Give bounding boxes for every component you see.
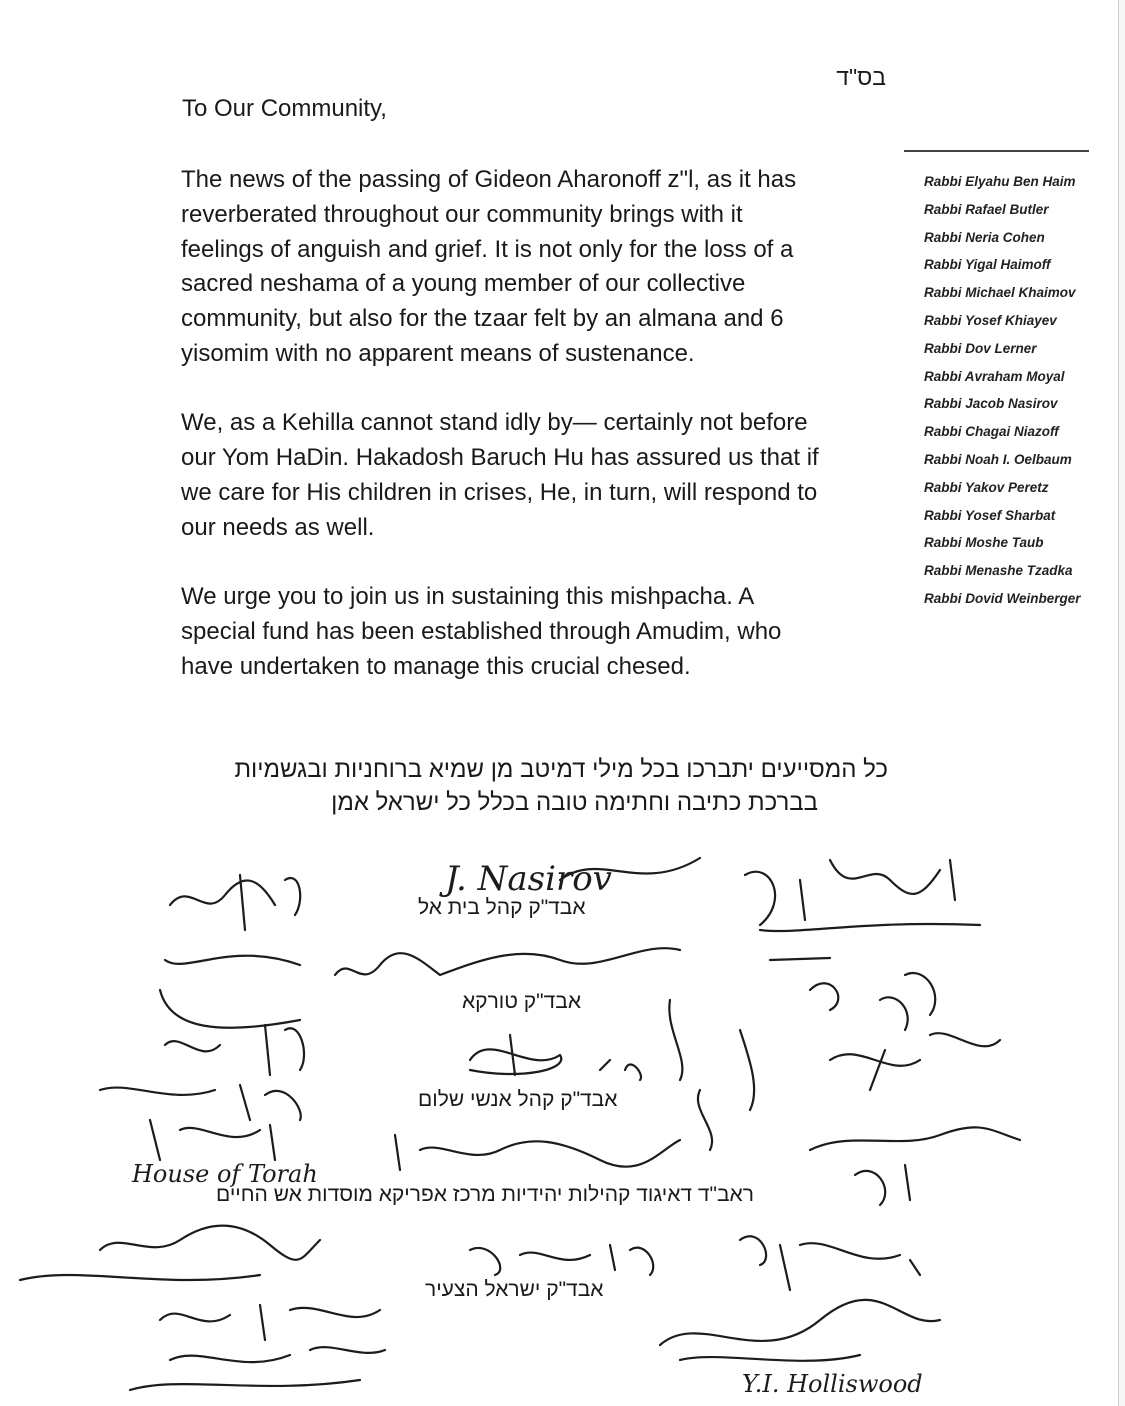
bsd-header-mark: בס"ד: [836, 64, 886, 90]
rabbi-name: Rabbi Michael Khaimov: [924, 285, 1076, 301]
rabbi-name: Rabbi Elyahu Ben Haim: [924, 174, 1076, 189]
letter-paragraph: We, as a Kehilla cannot stand idly by— certainly not before our Yom HaDin. Hakadosh Baruch Hu has assured us that if we care for His children in crises, He, in turn, will respond to our needs as well.: [181, 409, 819, 541]
signature-nasirov: J. Nasirov: [445, 859, 612, 899]
title-yisrael-hatzair: אבד"ק ישראל הצעיר: [425, 1278, 604, 1301]
signature-taub: [170, 875, 300, 930]
signature-torka: [335, 948, 680, 975]
signature-sharbat: [165, 1025, 304, 1075]
rabbi-name: Rabbi Yakov Peretz: [924, 479, 1049, 495]
signature-bottom-line: [130, 1380, 360, 1390]
signature-anshei-shalom: [470, 1035, 561, 1075]
signature-lerner: [470, 1245, 653, 1275]
signature-chagai: [600, 1060, 641, 1080]
signature-butler: [740, 1236, 920, 1290]
rabbi-name: Rabbi Menashe Tzadka: [924, 563, 1073, 579]
signature-vertical: [669, 1000, 754, 1150]
rabbi-name: Rabbi Neria Cohen: [924, 229, 1045, 245]
signature-khaimov-line: [20, 1275, 260, 1280]
signature-ben-haim: [745, 860, 955, 925]
rabbi-name: Rabbi Noah I. Oelbaum: [924, 451, 1072, 467]
blessing-line: בברכת כתיבה וחתימה טובה בכלל כל ישראל אמן: [331, 789, 818, 816]
rabbi-name: Rabbi Chagai Niazoff: [924, 424, 1059, 440]
letter-paragraph: The news of the passing of Gideon Aharonoff z"l, as it has reverberated throughout our community brings with it feelings of anguish and grief. It is not only for the loss of a sacred neshama of a young member of our collective community, but also for the tzaar felt by an almana and 6 yisomim with no apparent means of sustenance.: [181, 166, 797, 367]
blessing-line: כל המסייעים יתברכו בכל מילי דמיטב מן שמיא ברוחניות ובגשמיות: [234, 756, 888, 783]
signature-kehilla: [100, 1085, 301, 1120]
signature-kehillat: [810, 1127, 1020, 1150]
rabbi-name: Rabbi Dov Lerner: [924, 340, 1037, 356]
signature-holliswood: Y.I. Holliswood: [742, 1370, 923, 1398]
title-anshei-shalom: אבד"ק קהל אנשי שלום: [418, 1088, 618, 1111]
signature-haimoff: [880, 973, 1000, 1046]
rabbi-name: Rabbi Yigal Haimoff: [924, 257, 1051, 273]
signature-taub-lower: [160, 956, 300, 1028]
letter-paragraph: We urge you to join us in sustaining this mishpacha. A special fund has been established through Amudim, who have undertaken to manage this crucial chesed.: [181, 583, 782, 680]
signature-ben-haim-line: [760, 924, 980, 931]
rabbi-name: Rabbi Jacob Nasirov: [924, 396, 1058, 412]
signature-holliswood-mark: [660, 1300, 940, 1361]
signature-neria-cohen: [170, 1347, 385, 1362]
rabbi-name: Rabbi Avraham Moyal: [924, 368, 1065, 384]
signature-lower-left: [160, 1305, 380, 1340]
rabbi-name: Rabbi Dovid Weinberger: [924, 590, 1081, 606]
rabbi-name: Rabbi Yosef Sharbat: [924, 507, 1056, 523]
title-beit-el: אבד"ק קהל בית אל: [418, 896, 586, 919]
signature-mark: [770, 958, 838, 1010]
signature-mark-right: [855, 1165, 910, 1205]
rabbi-name: Rabbi Moshe Taub: [924, 535, 1044, 551]
rabbi-name: Rabbi Yosef Khiayev: [924, 312, 1057, 328]
signature-moyal: [395, 1135, 680, 1170]
signature-house-of-torah: House of Torah: [132, 1160, 318, 1188]
rabbi-name: Rabbi Rafael Butler: [924, 201, 1049, 217]
signature-simcha: [830, 1050, 920, 1090]
title-africa: ראב"ד דאיגוד קהילות יהידיות מרכז אפריקא מוסדות אש החיים: [216, 1183, 754, 1206]
letter-salutation: To Our Community,: [182, 95, 387, 122]
title-torka: אבד"ק טורקא: [462, 990, 582, 1013]
signature-house-of-torah-mark: [150, 1120, 275, 1160]
signature-khaimov: [100, 1226, 320, 1260]
